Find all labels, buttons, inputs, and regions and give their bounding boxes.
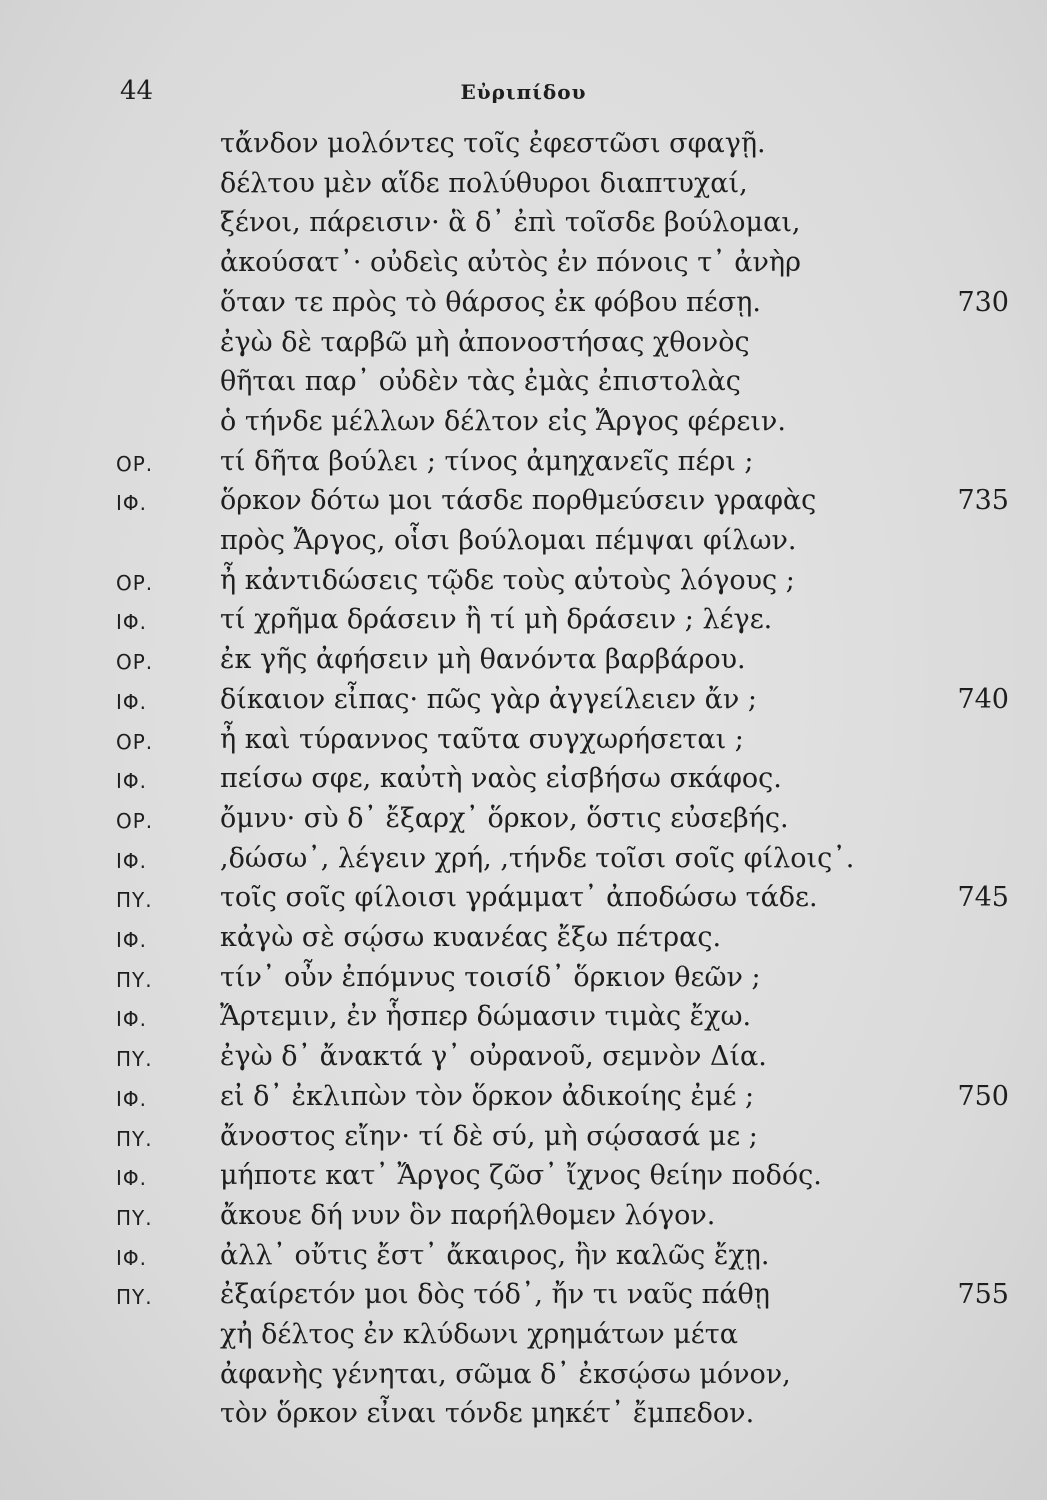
verse-line: [0, 1277, 1047, 1317]
verse-line: [0, 722, 1047, 762]
page-header: [0, 72, 1047, 112]
verse-text: ὄμνυ· σὺ δ᾽ ἔξαρχ᾽ ὅρκον, ὅστις εὐσεβής.: [220, 802, 789, 834]
verse-text: ἀφανὴς γένηται, σῶμα δ᾽ ἐκσῴσω μόνον,: [220, 1358, 791, 1390]
verse-line: [0, 364, 1047, 404]
verse-text: μήποτε κατ᾽ Ἄργος ζῶσ᾽ ἴχνος θείην ποδός.: [220, 1160, 822, 1192]
verse-text: ἐγὼ δὲ ταρβῶ μὴ ἀπονοστήσας χθονὸς: [220, 326, 750, 358]
speaker-label: ΙΦ.: [116, 1086, 147, 1111]
speaker-label: ΠΥ.: [116, 967, 153, 992]
speaker-label: ΟΡ.: [116, 451, 154, 476]
verse-line: [0, 126, 1047, 166]
verse-text: δίκαιον εἶπας· πῶς γὰρ ἀγγείλειεν ἄν ;: [220, 683, 757, 715]
verse-line: [0, 1039, 1047, 1079]
verse-line: [0, 1119, 1047, 1159]
verse-text: εἰ δ᾽ ἐκλιπὼν τὸν ὅρκον ἀδικοίης ἐμέ ;: [220, 1080, 755, 1112]
speaker-label: ΠΥ.: [116, 1205, 153, 1230]
verse-text: ἀλλ᾽ οὔτις ἔστ᾽ ἄκαιρος, ἢν καλῶς ἔχῃ.: [220, 1239, 770, 1271]
verse-line: [0, 1198, 1047, 1238]
verse-line: [0, 523, 1047, 563]
verse-line: [0, 761, 1047, 801]
speaker-label: ΙΦ.: [116, 928, 147, 952]
speaker-label: ΙΦ.: [116, 1245, 147, 1270]
verse-text: ἀκούσατ᾽· οὐδεὶς αὐτὸς ἐν πόνοις τ᾽ ἀνὴρ: [220, 247, 801, 279]
verse-line: [0, 483, 1047, 523]
running-title: Εὐριπίδου: [460, 80, 587, 104]
verse-text: τίν᾽ οὖν ἐπόμνυς τοισίδ᾽ ὅρκιον θεῶν ;: [220, 961, 761, 993]
verse-line: [0, 999, 1047, 1039]
speaker-label: ΠΥ.: [116, 1285, 153, 1310]
verse-text: ἄνοστος εἴην· τί δὲ σύ, μὴ σῴσασά με ;: [220, 1120, 758, 1152]
verse-line: [0, 1317, 1047, 1357]
line-number: 750: [957, 1080, 1009, 1112]
verse-line: [0, 1357, 1047, 1397]
speaker-label: ΙΦ.: [116, 610, 147, 635]
verse-line: [0, 205, 1047, 245]
speaker-label: ΙΦ.: [116, 689, 147, 714]
verse-line: [0, 920, 1047, 960]
verse-text: ἐγὼ δ᾽ ἄνακτά γ᾽ οὐρανοῦ, σεμνὸν Δία.: [220, 1041, 767, 1073]
verse-line: [0, 801, 1047, 841]
speaker-label: ΙΦ.: [116, 1166, 147, 1191]
line-number: 755: [957, 1279, 1009, 1311]
speaker-label: ΠΥ.: [116, 1126, 153, 1151]
line-number: 735: [957, 485, 1009, 517]
verse-text: τί χρῆμα δράσειν ἢ τί μὴ δράσειν ; λέγε.: [220, 604, 773, 636]
line-number: 745: [957, 882, 1009, 914]
verse-text: κἀγὼ σὲ σῴσω κυανέας ἔξω πέτρας.: [220, 922, 722, 953]
verse-text: ἦ κἀντιδώσεις τῷδε τοὺς αὐτοὺς λόγους ;: [220, 564, 795, 596]
verse-text: ὅταν τε πρὸς τὸ θάρσος ἐκ φόβου πέσῃ.: [220, 286, 761, 318]
verse-line: [0, 841, 1047, 881]
verse-text: τἄνδον μολόντες τοῖς ἐφεστῶσι σφαγῇ.: [220, 128, 766, 159]
line-number: 730: [957, 286, 1009, 318]
speaker-label: ΠΥ.: [116, 1047, 153, 1072]
verse-line: [0, 1079, 1047, 1119]
verse-text: ἐξαίρετόν μοι δὸς τόδ᾽, ἤν τι ναῦς πάθῃ: [220, 1279, 770, 1311]
verse-text: Ἄρτεμιν, ἐν ἧσπερ δώμασιν τιμὰς ἔχω.: [220, 1001, 752, 1033]
speaker-label: ΟΡ.: [116, 650, 154, 675]
verse-text: τοῖς σοῖς φίλοισι γράμματ᾽ ἀποδώσω τάδε.: [220, 882, 818, 914]
verse-text: ξένοι, πάρεισιν· ἃ δ᾽ ἐπὶ τοῖσδε βούλομαι,: [220, 207, 801, 239]
verse-text: χἠ δέλτος ἐν κλύδωνι χρημάτων μέτα: [220, 1319, 738, 1350]
verse-line: [0, 1396, 1047, 1436]
verse-line: [0, 166, 1047, 206]
line-number: 740: [957, 683, 1009, 715]
verse-line: [0, 1238, 1047, 1278]
page-number: 44: [120, 76, 154, 106]
verse-line: [0, 404, 1047, 444]
verse-line: [0, 602, 1047, 642]
verse-text: ἦ καὶ τύραννος ταῦτα συγχωρήσεται ;: [220, 723, 744, 755]
verse-text: ἄκουε δή νυν ὃν παρήλθομεν λόγον.: [220, 1199, 716, 1231]
speaker-label: ΟΡ.: [116, 808, 154, 833]
speaker-label: ΙΦ.: [116, 769, 147, 794]
verse-line: [0, 880, 1047, 920]
verse-text: ,δώσω᾽, λέγειν χρή, ,τήνδε τοῖσι σοῖς φίλοις᾽.: [220, 842, 855, 874]
verse-line: [0, 1158, 1047, 1198]
verse-text: ὅρκον δότω μοι τάσδε πορθμεύσειν γραφὰς: [220, 485, 817, 517]
speaker-label: ΙΦ.: [116, 491, 147, 516]
verse-line: [0, 285, 1047, 325]
verse-line: [0, 563, 1047, 603]
verse-text: ἐκ γῆς ἀφήσειν μὴ θανόντα βαρβάρου.: [220, 644, 746, 676]
verse-text: πρὸς Ἄργος, οἷσι βούλομαι πέμψαι φίλων.: [220, 525, 797, 556]
verse-line: [0, 960, 1047, 1000]
verse-text: ὁ τήνδε μέλλων δέλτον εἰς Ἄργος φέρειν.: [220, 405, 786, 437]
verse-text: θῆται παρ᾽ οὐδὲν τὰς ἐμὰς ἐπιστολὰς: [220, 366, 741, 398]
speaker-label: ΠΥ.: [116, 888, 153, 913]
speaker-label: ΟΡ.: [116, 729, 154, 754]
verse-text: πείσω σφε, καὐτὴ ναὸς εἰσβήσω σκάφος.: [220, 763, 782, 795]
verse-text: τί δῆτα βούλει ; τίνος ἀμηχανεῖς πέρι ;: [220, 445, 754, 477]
verse-line: [0, 444, 1047, 484]
verse-text: δέλτου μὲν αἵδε πολύθυροι διαπτυχαί,: [220, 167, 748, 199]
verse-line: [0, 325, 1047, 365]
speaker-label: ΙΦ.: [116, 848, 147, 873]
verse-line: [0, 245, 1047, 285]
verse-line: [0, 642, 1047, 682]
verse-line: [0, 682, 1047, 722]
verse-text: τὸν ὅρκον εἶναι τόνδε μηκέτ᾽ ἔμπεδον.: [220, 1398, 755, 1430]
speaker-label: ΟΡ.: [116, 570, 154, 595]
speaker-label: ΙΦ.: [116, 1007, 147, 1032]
